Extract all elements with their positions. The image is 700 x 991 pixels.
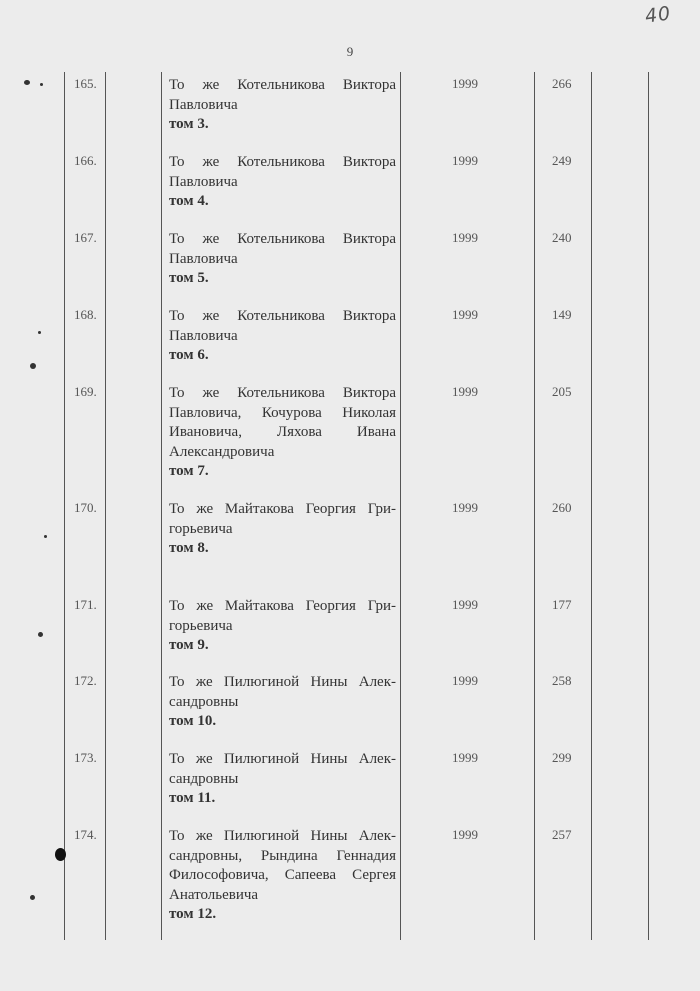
table-column-divider [534,72,535,940]
row-sheet-count: 177 [552,597,572,612]
row-sheet-count: 149 [552,307,572,322]
scan-speck [38,632,43,637]
scan-speck [30,363,36,369]
row-sheet-count: 240 [552,230,572,245]
row-year: 1999 [452,827,478,842]
row-number: 165. [74,76,97,91]
row-description [169,673,396,732]
scan-speck [30,895,35,900]
table-column-divider [400,72,401,940]
scan-speck [24,80,30,85]
description-line: Павловича [169,250,238,267]
row-description [169,384,396,482]
description-line: горьевича [169,617,233,634]
volume-label: том 6. [169,347,209,363]
volume-label: том 9. [169,637,209,653]
row-year: 1999 [452,153,478,168]
description-line: То же Котельникова Виктора [169,385,396,401]
scan-speck [38,331,41,334]
volume-label: том 7. [169,463,209,479]
row-number: 171. [74,597,97,612]
volume-label: том 10. [169,713,217,729]
row-year: 1999 [452,500,478,515]
table-column-divider [591,72,592,940]
description-line: Павловича [169,96,238,113]
row-number: 172. [74,673,97,688]
scan-speck [44,535,47,538]
description-line: Александровича [169,443,275,460]
row-number: 170. [74,500,97,515]
row-year: 1999 [452,597,478,612]
row-year: 1999 [452,384,478,399]
volume-label: том 5. [169,270,209,286]
volume-label: том 11. [169,790,216,806]
row-description [169,230,396,289]
description-line: Павловича, Кочурова Николая [169,404,396,421]
row-year: 1999 [452,76,478,91]
scan-speck [40,83,43,86]
row-number: 168. [74,307,97,322]
table-column-divider [105,72,106,940]
description-line: Анатольевича [169,886,259,903]
row-year: 1999 [452,307,478,322]
row-sheet-count: 249 [552,153,572,168]
description-line: То же Котельникова Виктора [169,231,396,247]
volume-label: том 4. [169,193,209,209]
row-description [169,500,396,559]
row-sheet-count: 258 [552,673,572,688]
description-line: То же Пилюгиной Нины Алек- [169,751,396,767]
row-description [169,827,396,925]
handwritten-sheet-number: 40 [643,2,673,28]
description-line: То же Котельникова Виктора [169,308,396,324]
row-year: 1999 [452,673,478,688]
description-line: сандровны [169,770,239,787]
description-line: То же Пилюгиной Нины Алек- [169,828,396,844]
row-year: 1999 [452,230,478,245]
row-description [169,750,396,809]
description-line: То же Котельникова Виктора [169,77,396,93]
table-column-divider [161,72,162,940]
row-number: 173. [74,750,97,765]
row-number: 167. [74,230,97,245]
row-year: 1999 [452,750,478,765]
description-line: сандровны, Рындина Геннадия [169,847,396,864]
row-sheet-count: 266 [552,76,572,91]
volume-label: том 8. [169,540,209,556]
row-number: 166. [74,153,97,168]
row-description [169,76,396,135]
row-description [169,597,396,656]
scan-speck [55,848,66,861]
description-line: Ивановича, Ляхова Ивана [169,424,396,440]
volume-label: том 12. [169,906,217,922]
row-sheet-count: 299 [552,750,572,765]
description-line: То же Котельникова Виктора [169,154,396,170]
row-description [169,307,396,366]
volume-label: том 3. [169,116,209,132]
description-line: То же Майтакова Георгия Гри- [169,501,396,517]
row-sheet-count: 260 [552,500,572,515]
description-line: горьевича [169,520,233,537]
description-line: сандровны [169,693,239,710]
row-description [169,153,396,212]
table-column-divider [64,72,65,940]
description-line: Философовича, Сапеева Сергея [169,867,396,883]
row-sheet-count: 257 [552,827,572,842]
page-number: 9 [346,44,354,59]
description-line: То же Майтакова Георгия Гри- [169,598,396,614]
description-line: То же Пилюгиной Нины Алек- [169,674,396,690]
table-column-divider [648,72,649,940]
row-number: 174. [74,827,97,842]
description-line: Павловича [169,327,238,344]
description-line: Павловича [169,173,238,190]
row-sheet-count: 205 [552,384,572,399]
row-number: 169. [74,384,97,399]
